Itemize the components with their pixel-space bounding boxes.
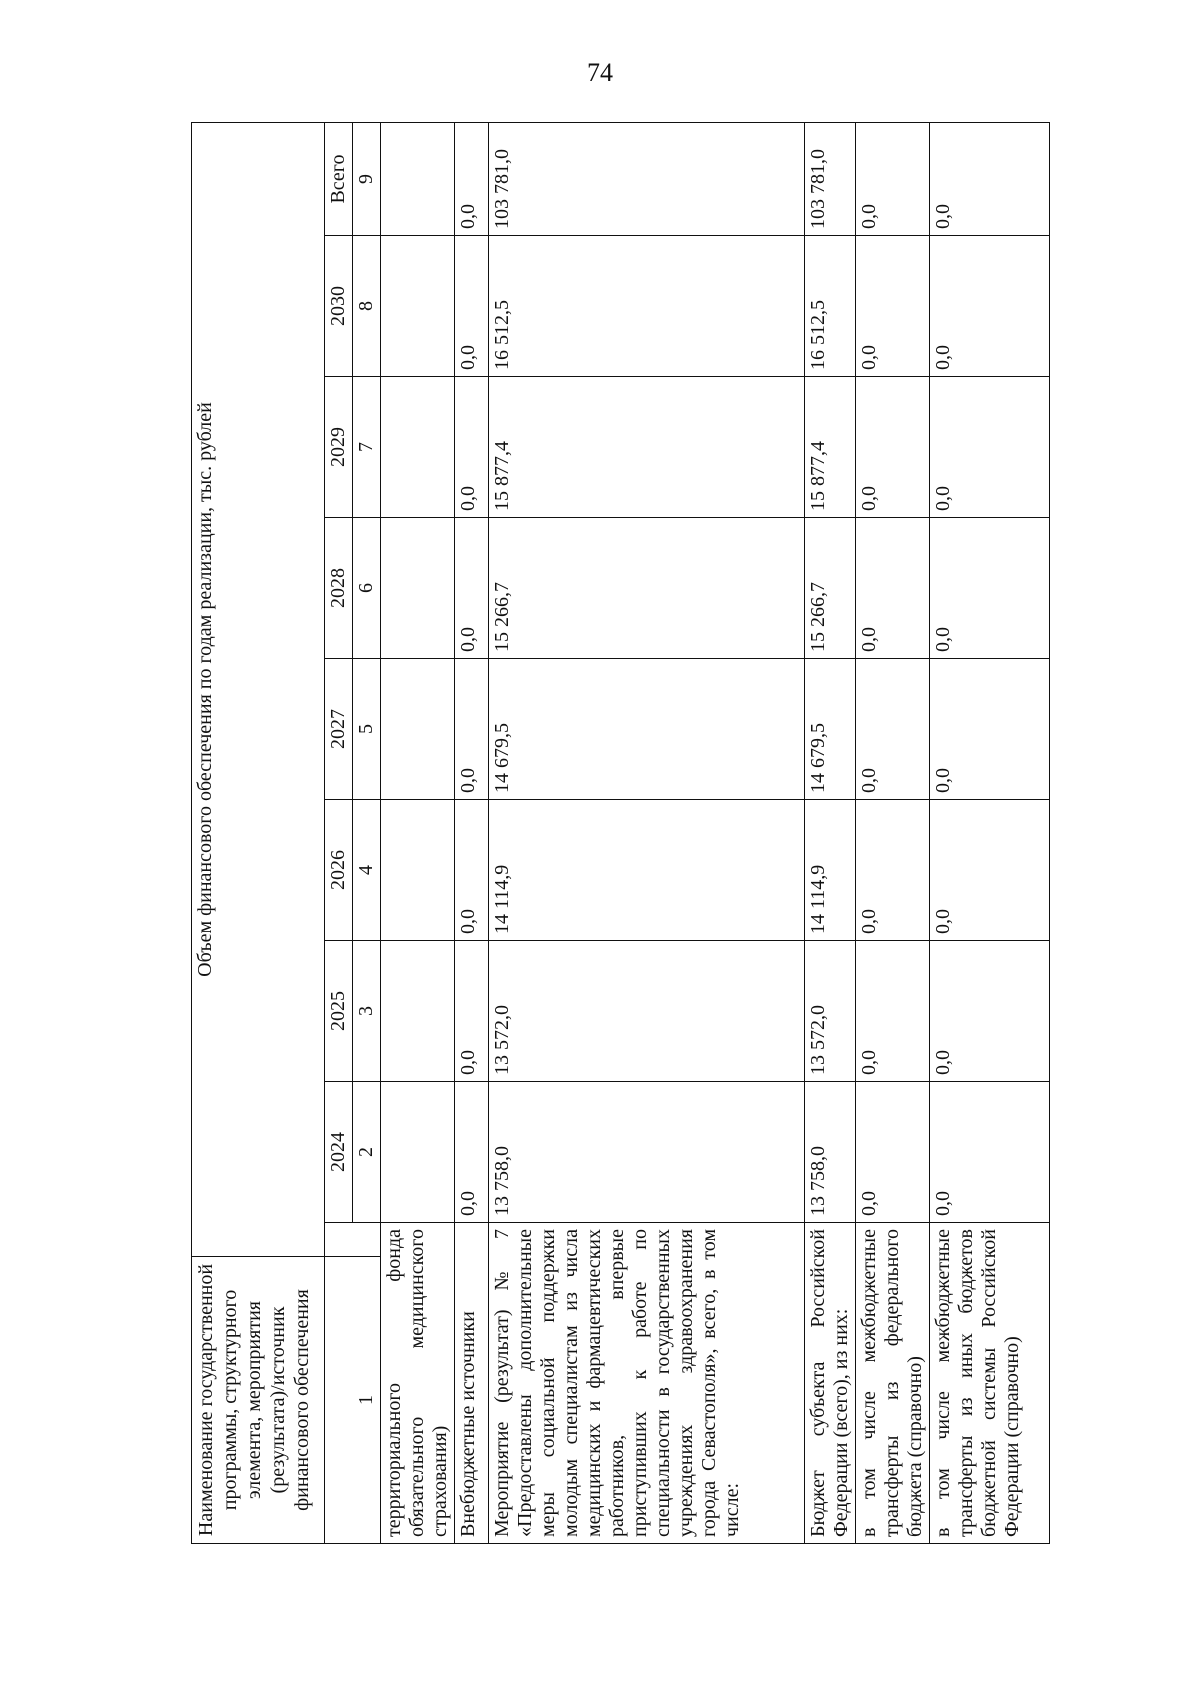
row-value-2029: 15 877,4 xyxy=(489,377,805,518)
col-number-9: 9 xyxy=(353,123,381,236)
financing-table xyxy=(191,122,1050,1544)
row-value-total: 103 781,0 xyxy=(805,123,856,236)
row-value-2026: 0,0 xyxy=(856,800,930,941)
year-2030: 2030 xyxy=(325,236,353,377)
table-container xyxy=(191,123,1042,1544)
stub-corner-cell xyxy=(325,1223,381,1257)
row-value-2025: 0,0 xyxy=(930,941,1050,1082)
row-value-2026: 14 114,9 xyxy=(805,800,856,941)
table-row xyxy=(381,123,455,1544)
row-value-2027 xyxy=(381,659,455,800)
table-row xyxy=(856,123,930,1544)
row-value-2026: 0,0 xyxy=(930,800,1050,941)
row-value-2024: 0,0 xyxy=(455,1082,489,1223)
row-value-2026 xyxy=(381,800,455,941)
row-value-2030 xyxy=(381,236,455,377)
row-label: в том числе межбюджетные трансферты из иных бюджетов бюджетной системы Российской Федерации (справочно) xyxy=(930,1223,1050,1544)
year-total: Всего xyxy=(325,123,353,236)
row-value-2024: 13 758,0 xyxy=(489,1082,805,1223)
row-value-2029 xyxy=(381,377,455,518)
year-2027: 2027 xyxy=(325,659,353,800)
year-2028: 2028 xyxy=(325,518,353,659)
row-value-2027: 14 679,5 xyxy=(805,659,856,800)
row-value-2024: 0,0 xyxy=(856,1082,930,1223)
row-value-2025: 13 572,0 xyxy=(489,941,805,1082)
col-number-1: 1 xyxy=(325,1257,381,1544)
row-value-2025 xyxy=(381,941,455,1082)
col-number-5: 5 xyxy=(353,659,381,800)
row-value-2029: 0,0 xyxy=(856,377,930,518)
row-value-2026: 0,0 xyxy=(455,800,489,941)
table-row xyxy=(805,123,856,1544)
col-number-6: 6 xyxy=(353,518,381,659)
row-value-2030: 0,0 xyxy=(856,236,930,377)
row-value-2027: 0,0 xyxy=(455,659,489,800)
rotated-table-frame xyxy=(191,123,1042,1544)
row-value-2030: 16 512,5 xyxy=(805,236,856,377)
row-value-2024 xyxy=(381,1082,455,1223)
row-value-2025: 0,0 xyxy=(455,941,489,1082)
row-value-2027: 0,0 xyxy=(930,659,1050,800)
row-value-total: 103 781,0 xyxy=(489,123,805,236)
year-2029: 2029 xyxy=(325,377,353,518)
row-value-2030: 16 512,5 xyxy=(489,236,805,377)
row-value-2024: 13 758,0 xyxy=(805,1082,856,1223)
row-value-2026: 14 114,9 xyxy=(489,800,805,941)
row-value-2025: 13 572,0 xyxy=(805,941,856,1082)
row-value-2030: 0,0 xyxy=(455,236,489,377)
row-value-2028: 0,0 xyxy=(856,518,930,659)
year-2024: 2024 xyxy=(325,1082,353,1223)
header-volume-cell: Объем финансового обеспечения по годам реализации, тыс. рублей xyxy=(192,123,325,1257)
row-value-2027: 14 679,5 xyxy=(489,659,805,800)
row-value-2028: 0,0 xyxy=(930,518,1050,659)
header-row xyxy=(192,123,325,1544)
col-number-7: 7 xyxy=(353,377,381,518)
col-number-3: 3 xyxy=(353,941,381,1082)
header-name-cell: Наименование государственной программы, структурного элемента, мероприятия (результата)/источник финансового обеспечения xyxy=(192,1257,325,1544)
row-value-2028: 15 266,7 xyxy=(489,518,805,659)
row-value-2029: 0,0 xyxy=(930,377,1050,518)
row-value-2025: 0,0 xyxy=(856,941,930,1082)
table-row xyxy=(930,123,1050,1544)
row-value-2029: 15 877,4 xyxy=(805,377,856,518)
table-row xyxy=(455,123,489,1544)
row-value-2028: 15 266,7 xyxy=(805,518,856,659)
year-2026: 2026 xyxy=(325,800,353,941)
row-value-2024: 0,0 xyxy=(930,1082,1050,1223)
row-value-2028: 0,0 xyxy=(455,518,489,659)
row-value-total: 0,0 xyxy=(856,123,930,236)
row-value-2028 xyxy=(381,518,455,659)
row-value-2027: 0,0 xyxy=(856,659,930,800)
year-2025: 2025 xyxy=(325,941,353,1082)
page-number: 74 xyxy=(587,58,613,87)
col-number-8: 8 xyxy=(353,236,381,377)
row-label: территориального фонда обязательного медицинского страхования) xyxy=(381,1223,455,1544)
row-label: Мероприятие (результат) № 7 «Предоставлены дополнительные меры социальной поддержки молодым специалистам из числа медицинских и фармацевтических работников, впервые приступивших к работе по специальности в государственных учреждениях здравоохранения города Севастополя», всего, в том числе: xyxy=(489,1223,805,1544)
row-value-total: 0,0 xyxy=(930,123,1050,236)
row-label: Бюджет субъекта Российской Федерации (всего), из них: xyxy=(805,1223,856,1544)
table-row xyxy=(489,123,805,1544)
row-value-2029: 0,0 xyxy=(455,377,489,518)
row-value-total xyxy=(381,123,455,236)
row-value-total: 0,0 xyxy=(455,123,489,236)
col-number-4: 4 xyxy=(353,800,381,941)
row-label: в том числе межбюджетные трансферты из федерального бюджета (справочно) xyxy=(856,1223,930,1544)
col-number-2: 2 xyxy=(353,1082,381,1223)
year-row xyxy=(325,123,353,1544)
row-value-2030: 0,0 xyxy=(930,236,1050,377)
row-label: Внебюджетные источники xyxy=(455,1223,489,1544)
